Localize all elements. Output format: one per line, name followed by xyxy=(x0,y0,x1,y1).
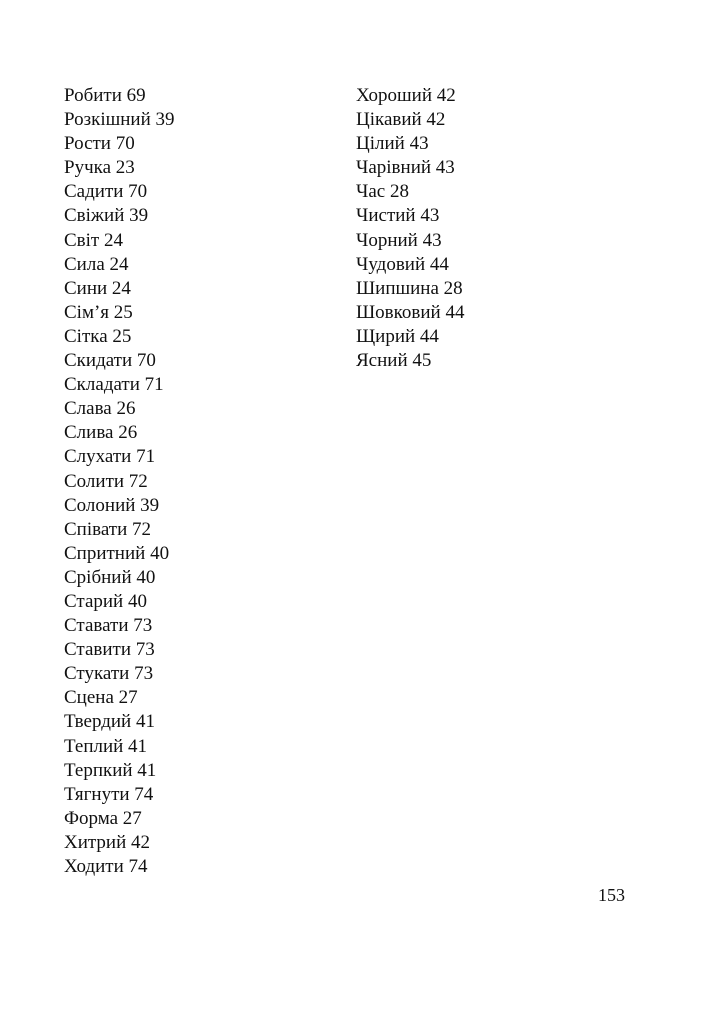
page-number: 153 xyxy=(598,885,625,905)
index-entry: Чистий 43 xyxy=(356,205,440,227)
index-entry: Хитрий 42 xyxy=(64,831,151,853)
index-entry: Садити 70 xyxy=(64,181,148,203)
index-entry: Сила 24 xyxy=(64,253,129,275)
index-entry: Спритний 40 xyxy=(64,542,170,564)
index-entry: Скидати 70 xyxy=(64,350,156,372)
index-entry: Чарівний 43 xyxy=(356,157,455,179)
index-entry: Срібний 40 xyxy=(64,566,156,588)
index-entry: Щирий 44 xyxy=(356,325,439,347)
index-entry: Робити 69 xyxy=(64,85,146,106)
index-entry: Солити 72 xyxy=(64,470,148,492)
index-entry: Цікавий 42 xyxy=(356,109,446,131)
index-entry: Ставати 73 xyxy=(64,615,153,637)
index-column-left xyxy=(64,84,175,879)
index-entry: Слива 26 xyxy=(64,422,138,444)
index-entry: Свіжий 39 xyxy=(64,205,149,227)
index-entry: Слава 26 xyxy=(64,398,136,420)
index-entry: Форма 27 xyxy=(64,807,142,829)
index-entry: Терпкий 41 xyxy=(64,759,157,781)
index-entry: Сцена 27 xyxy=(64,687,138,709)
index-entry: Рости 70 xyxy=(64,133,135,155)
index-entry: Час 28 xyxy=(356,181,409,203)
index-entry: Розкішний 39 xyxy=(64,109,175,131)
index-entry: Тягнути 74 xyxy=(64,783,154,805)
index-entry: Складати 71 xyxy=(64,374,164,396)
index-entry: Чорний 43 xyxy=(356,229,442,251)
index-column-right xyxy=(356,84,464,373)
index-entry: Твердий 41 xyxy=(64,711,155,733)
index-entry: Шовковий 44 xyxy=(356,301,465,323)
index-entry: Сітка 25 xyxy=(64,325,132,347)
index-entry: Сім’я 25 xyxy=(64,301,133,323)
index-entry: Теплий 41 xyxy=(64,735,148,757)
index-entry: Ручка 23 xyxy=(64,157,135,179)
index-entry: Ясний 45 xyxy=(356,350,432,372)
index-entry: Стукати 73 xyxy=(64,663,154,685)
index-entry: Цілий 43 xyxy=(356,133,429,155)
index-entry: Ходити 74 xyxy=(64,856,148,877)
index-entry: Слухати 71 xyxy=(64,446,156,468)
index-entry: Хороший 42 xyxy=(356,85,456,106)
index-entry: Старий 40 xyxy=(64,590,147,612)
index-entry: Солоний 39 xyxy=(64,494,160,516)
index-entry: Співати 72 xyxy=(64,518,152,540)
index-entry: Світ 24 xyxy=(64,229,123,251)
index-entry: Сини 24 xyxy=(64,277,131,299)
index-entry: Ставити 73 xyxy=(64,639,155,661)
index-entry: Шипшина 28 xyxy=(356,277,463,299)
index-entry: Чудовий 44 xyxy=(356,253,449,275)
